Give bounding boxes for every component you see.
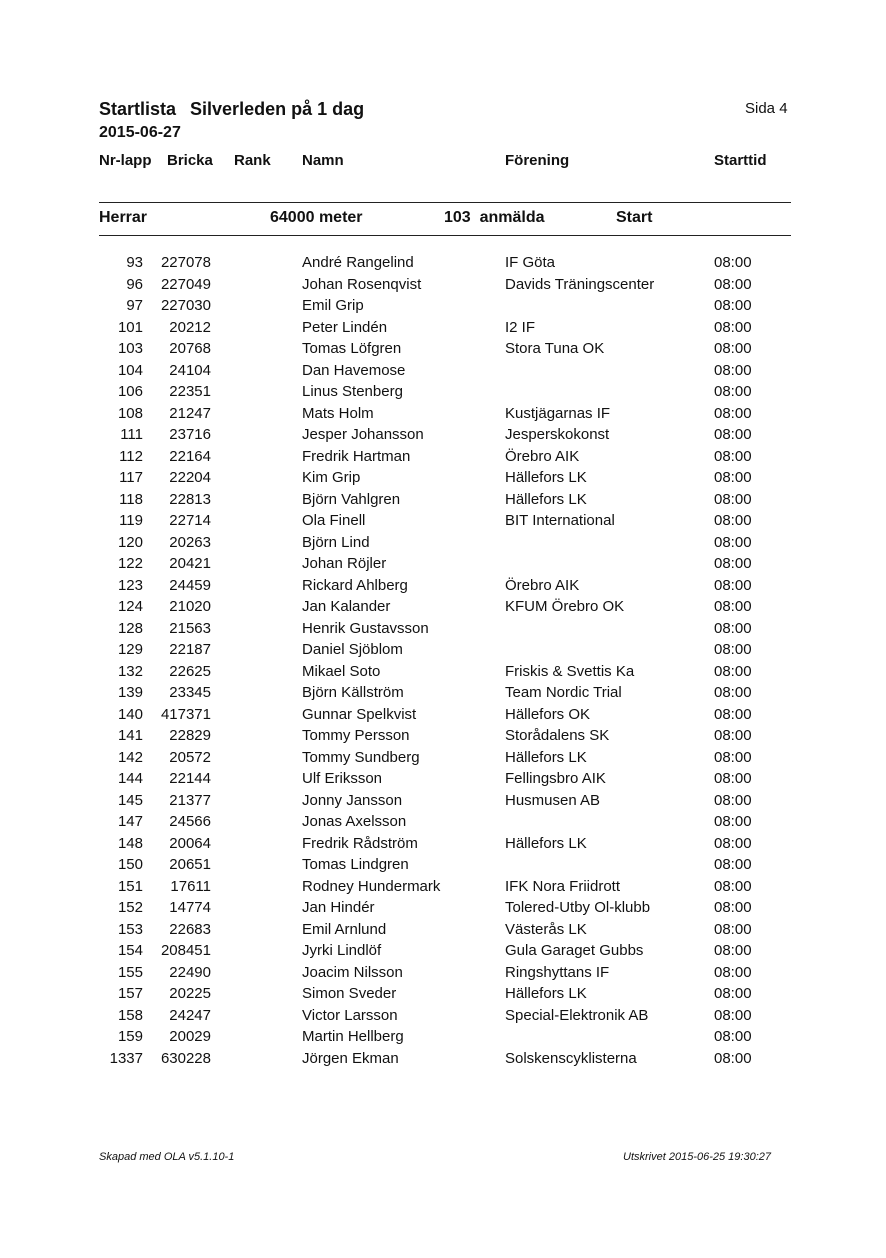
cell-club: Hällefors OK [505,705,591,723]
footer-created: Skapad med OLA v5.1.10-1 [99,1151,235,1163]
cell-nr: 144 [117,770,143,787]
cell-name: Mikael Soto [302,662,381,680]
cell-club: Hällefors LK [505,985,587,1002]
cell-name: Johan Rosenqvist [302,275,422,293]
cell-nr: 151 [117,877,143,895]
cell-club: Tolered-Utby Ol-klubb [505,899,651,916]
cell-start-time: 08:00 [714,318,752,336]
cell-name: Henrik Gustavsson [302,619,429,637]
cell-club: Solskenscyklisterna [505,1049,637,1067]
cell-nr: 106 [117,383,143,400]
cell-club: Husmusen AB [505,791,601,809]
cell-name: Jan Hindér [302,899,375,916]
cell-club: Fellingsbro AIK [505,770,606,787]
table-row [0,897,886,919]
registered-label: anmälda [479,209,545,226]
cell-start-time: 08:00 [714,490,752,508]
cell-bricka: 20421 [169,555,211,572]
table-row [0,596,886,618]
cell-club: Örebro AIK [505,576,580,594]
cell-start-time: 08:00 [714,985,752,1002]
cell-nr: 148 [117,834,143,852]
cell-name: Fredrik Hartman [302,447,411,465]
cell-nr: 122 [117,555,143,572]
cell-nr: 101 [117,318,143,336]
cell-start-time: 08:00 [714,361,752,379]
cell-bricka: 22683 [169,920,211,938]
table-row [0,983,886,1005]
cell-nr: 147 [117,813,143,830]
cell-bricka: 14774 [169,899,211,916]
table-row [0,639,886,661]
cell-start-time: 08:00 [714,598,752,615]
cell-nr: 93 [126,254,143,271]
page-number: Sida 4 [745,100,788,117]
table-row [0,704,886,726]
start-list-rows [0,252,886,1069]
table-row [0,424,886,446]
cell-bricka: 22714 [169,512,211,529]
cell-start-time: 08:00 [714,1028,752,1045]
cell-club: Örebro AIK [505,447,580,465]
cell-bricka: 22187 [169,641,211,658]
cell-name: Jonny Jansson [302,791,403,809]
cell-bricka: 20572 [169,748,211,766]
table-row [0,618,886,640]
cell-bricka: 21563 [169,619,211,637]
table-row [0,833,886,855]
cell-nr: 142 [117,748,143,766]
cell-name: Linus Stenberg [302,383,403,400]
cell-start-time: 08:00 [714,791,752,809]
cell-start-time: 08:00 [714,383,752,400]
cell-start-time: 08:00 [714,920,752,938]
cell-start-time: 08:00 [714,1006,752,1024]
cell-nr: 124 [117,598,143,615]
cell-start-time: 08:00 [714,856,752,873]
cell-nr: 111 [120,426,143,443]
cell-name: Rodney Hundermark [302,877,441,895]
table-row [0,252,886,274]
cell-club: Team Nordic Trial [505,684,622,701]
cell-name: Jesper Johansson [302,426,424,443]
cell-bricka: 227030 [160,297,211,314]
cell-bricka: 21020 [169,598,211,615]
cell-nr: 157 [117,985,143,1002]
cell-name: Jonas Axelsson [302,813,407,830]
cell-start-time: 08:00 [714,254,752,271]
cell-club: Hällefors LK [505,490,587,508]
cell-name: Emil Arnlund [302,920,387,938]
cell-start-time: 08:00 [714,533,752,551]
cell-name: Fredrik Rådström [302,834,418,852]
class-bottom-rule [99,235,791,236]
table-row [0,489,886,511]
cell-name: André Rangelind [302,254,414,271]
cell-club: Hällefors LK [505,469,587,486]
cell-club: Storådalens SK [505,727,610,744]
cell-start-time: 08:00 [714,834,752,852]
footer-printed: Utskrivet 2015-06-25 19:30:27 [623,1151,771,1163]
class-name: Herrar [99,209,148,226]
cell-name: Rickard Ahlberg [302,576,408,594]
cell-nr: 103 [117,340,143,357]
cell-start-time: 08:00 [714,447,752,465]
cell-nr: 118 [119,490,143,508]
cell-bricka: 22144 [169,770,211,787]
table-row [0,467,886,489]
cell-bricka: 20064 [169,834,211,852]
cell-club: I2 IF [505,318,536,336]
event-name: Silverleden på 1 dag [190,99,365,119]
cell-start-time: 08:00 [714,813,752,830]
table-row [0,854,886,876]
cell-start-time: 08:00 [714,684,752,701]
cell-nr: 150 [117,856,143,873]
cell-name: Martin Hellberg [302,1028,404,1045]
table-row [0,553,886,575]
cell-name: Gunnar Spelkvist [302,705,417,723]
cell-club: KFUM Örebro OK [505,598,625,615]
cell-name: Simon Sveder [302,985,397,1002]
class-registered [444,209,545,227]
cell-nr: 1337 [109,1049,143,1067]
cell-bricka: 17611 [170,877,211,895]
cell-club: Hällefors LK [505,834,587,852]
cell-bricka: 24566 [169,813,211,830]
table-row [0,295,886,317]
cell-name: Johan Röjler [302,555,387,572]
cell-name: Ulf Eriksson [302,770,383,787]
cell-bricka: 22351 [169,383,211,400]
cell-bricka: 20263 [169,533,211,551]
cell-club: Gula Garaget Gubbs [505,942,644,959]
table-row [0,317,886,339]
cell-club: IF Göta [505,254,556,271]
table-row [0,725,886,747]
cell-bricka: 20768 [169,340,211,357]
table-row [0,682,886,704]
cell-bricka: 20212 [169,318,211,336]
cell-name: Jörgen Ekman [302,1049,399,1067]
cell-club: Västerås LK [505,920,587,938]
cell-club: Stora Tuna OK [505,340,605,357]
cell-club: Kustjägarnas IF [505,404,611,422]
cell-bricka: 22625 [169,662,211,680]
cell-bricka: 24247 [169,1006,211,1024]
table-row [0,1005,886,1027]
cell-bricka: 20651 [169,856,211,873]
column-header-start: Starttid [714,152,767,169]
cell-name: Björn Källström [302,684,404,701]
table-row [0,768,886,790]
cell-bricka: 22813 [169,490,211,508]
cell-nr: 141 [117,727,143,744]
cell-nr: 128 [117,619,143,637]
table-row [0,962,886,984]
cell-start-time: 08:00 [714,619,752,637]
table-row [0,1026,886,1048]
cell-start-time: 08:00 [714,705,752,723]
cell-bricka: 23716 [169,426,211,443]
table-row [0,747,886,769]
cell-club: BIT International [505,512,615,529]
cell-club: IFK Nora Friidrott [505,877,621,895]
cell-nr: 152 [117,899,143,916]
cell-start-time: 08:00 [714,297,752,314]
cell-bricka: 208451 [160,942,211,959]
cell-start-time: 08:00 [714,963,752,981]
table-row [0,876,886,898]
cell-name: Ola Finell [302,512,366,529]
cell-club: Hällefors LK [505,748,587,766]
cell-name: Tommy Persson [302,727,410,744]
cell-nr: 123 [117,576,143,594]
cell-start-time: 08:00 [714,770,752,787]
cell-nr: 120 [117,533,143,551]
cell-name: Peter Lindén [302,318,388,336]
cell-nr: 104 [117,361,143,379]
cell-bricka: 20029 [169,1028,211,1045]
cell-club: Ringshyttans IF [505,963,610,981]
cell-start-time: 08:00 [714,469,752,486]
cell-nr: 97 [126,297,143,314]
cell-nr: 119 [119,512,143,529]
table-row [0,790,886,812]
cell-nr: 112 [119,447,143,465]
cell-start-time: 08:00 [714,727,752,744]
cell-nr: 96 [126,275,143,293]
cell-bricka: 23345 [169,684,211,701]
cell-name: Joacim Nilsson [302,963,403,981]
table-row [0,811,886,833]
cell-name: Daniel Sjöblom [302,641,403,658]
cell-start-time: 08:00 [714,877,752,895]
cell-bricka: 22829 [169,727,211,744]
cell-start-time: 08:00 [714,426,752,443]
cell-bricka: 22204 [169,469,211,486]
cell-name: Mats Holm [302,404,374,422]
cell-bricka: 22164 [169,447,211,465]
table-row [0,446,886,468]
cell-start-time: 08:00 [714,404,752,422]
cell-nr: 129 [117,641,143,658]
column-header-club: Förening [505,152,570,169]
cell-bricka: 24104 [169,361,211,379]
document-title: Startlista [99,99,177,119]
cell-bricka: 227078 [160,254,211,271]
registered-count: 103 [444,209,471,226]
cell-bricka: 22490 [169,963,211,981]
event-date: 2015-06-27 [99,124,181,141]
page-title [99,99,364,120]
cell-start-time: 08:00 [714,641,752,658]
table-row [0,940,886,962]
cell-start-time: 08:00 [714,340,752,357]
cell-nr: 154 [117,942,143,959]
table-row [0,532,886,554]
cell-bricka: 417371 [160,705,211,723]
table-row [0,381,886,403]
cell-nr: 159 [117,1028,143,1045]
table-row [0,360,886,382]
cell-name: Kim Grip [302,469,361,486]
cell-bricka: 227049 [160,275,211,293]
cell-name: Björn Vahlgren [302,490,401,508]
cell-nr: 140 [117,705,143,723]
cell-start-time: 08:00 [714,942,752,959]
table-row [0,661,886,683]
cell-name: Dan Havemose [302,361,406,379]
cell-start-time: 08:00 [714,748,752,766]
cell-bricka: 24459 [169,576,211,594]
table-row [0,274,886,296]
class-top-rule [99,202,791,203]
table-row [0,510,886,532]
column-header-rank: Rank [234,152,271,169]
cell-start-time: 08:00 [714,662,752,680]
cell-name: Emil Grip [302,297,364,314]
cell-nr: 108 [117,404,143,422]
cell-nr: 145 [117,791,143,809]
table-row [0,919,886,941]
cell-name: Tomas Löfgren [302,340,402,357]
class-start: Start [616,209,653,226]
table-row [0,338,886,360]
cell-start-time: 08:00 [714,1049,752,1067]
cell-nr: 132 [117,662,143,680]
column-header-name: Namn [302,152,344,169]
cell-start-time: 08:00 [714,275,752,293]
cell-name: Björn Lind [302,533,370,551]
cell-club: Friskis & Svettis Ka [505,662,635,680]
cell-club: Special-Elektronik AB [505,1006,649,1024]
cell-nr: 139 [117,684,143,701]
cell-name: Jyrki Lindlöf [302,942,382,959]
class-distance: 64000 meter [270,209,363,226]
cell-nr: 158 [117,1006,143,1024]
cell-nr: 155 [117,963,143,981]
cell-name: Victor Larsson [302,1006,398,1024]
cell-bricka: 20225 [169,985,211,1002]
cell-start-time: 08:00 [714,555,752,572]
table-row [0,575,886,597]
column-header-bricka: Bricka [167,152,213,169]
cell-start-time: 08:00 [714,899,752,916]
table-row [0,403,886,425]
cell-bricka: 630228 [160,1049,211,1067]
table-row [0,1048,886,1070]
cell-start-time: 08:00 [714,576,752,594]
cell-start-time: 08:00 [714,512,752,529]
cell-name: Jan Kalander [302,598,391,615]
cell-nr: 153 [117,920,143,938]
cell-nr: 117 [119,469,143,486]
cell-name: Tomas Lindgren [302,856,409,873]
cell-name: Tommy Sundberg [302,748,420,766]
cell-bricka: 21377 [169,791,211,809]
cell-bricka: 21247 [169,404,211,422]
column-header-nr: Nr-lapp [99,152,152,169]
cell-club: Jesperskokonst [505,426,610,443]
cell-club: Davids Träningscenter [505,275,655,293]
